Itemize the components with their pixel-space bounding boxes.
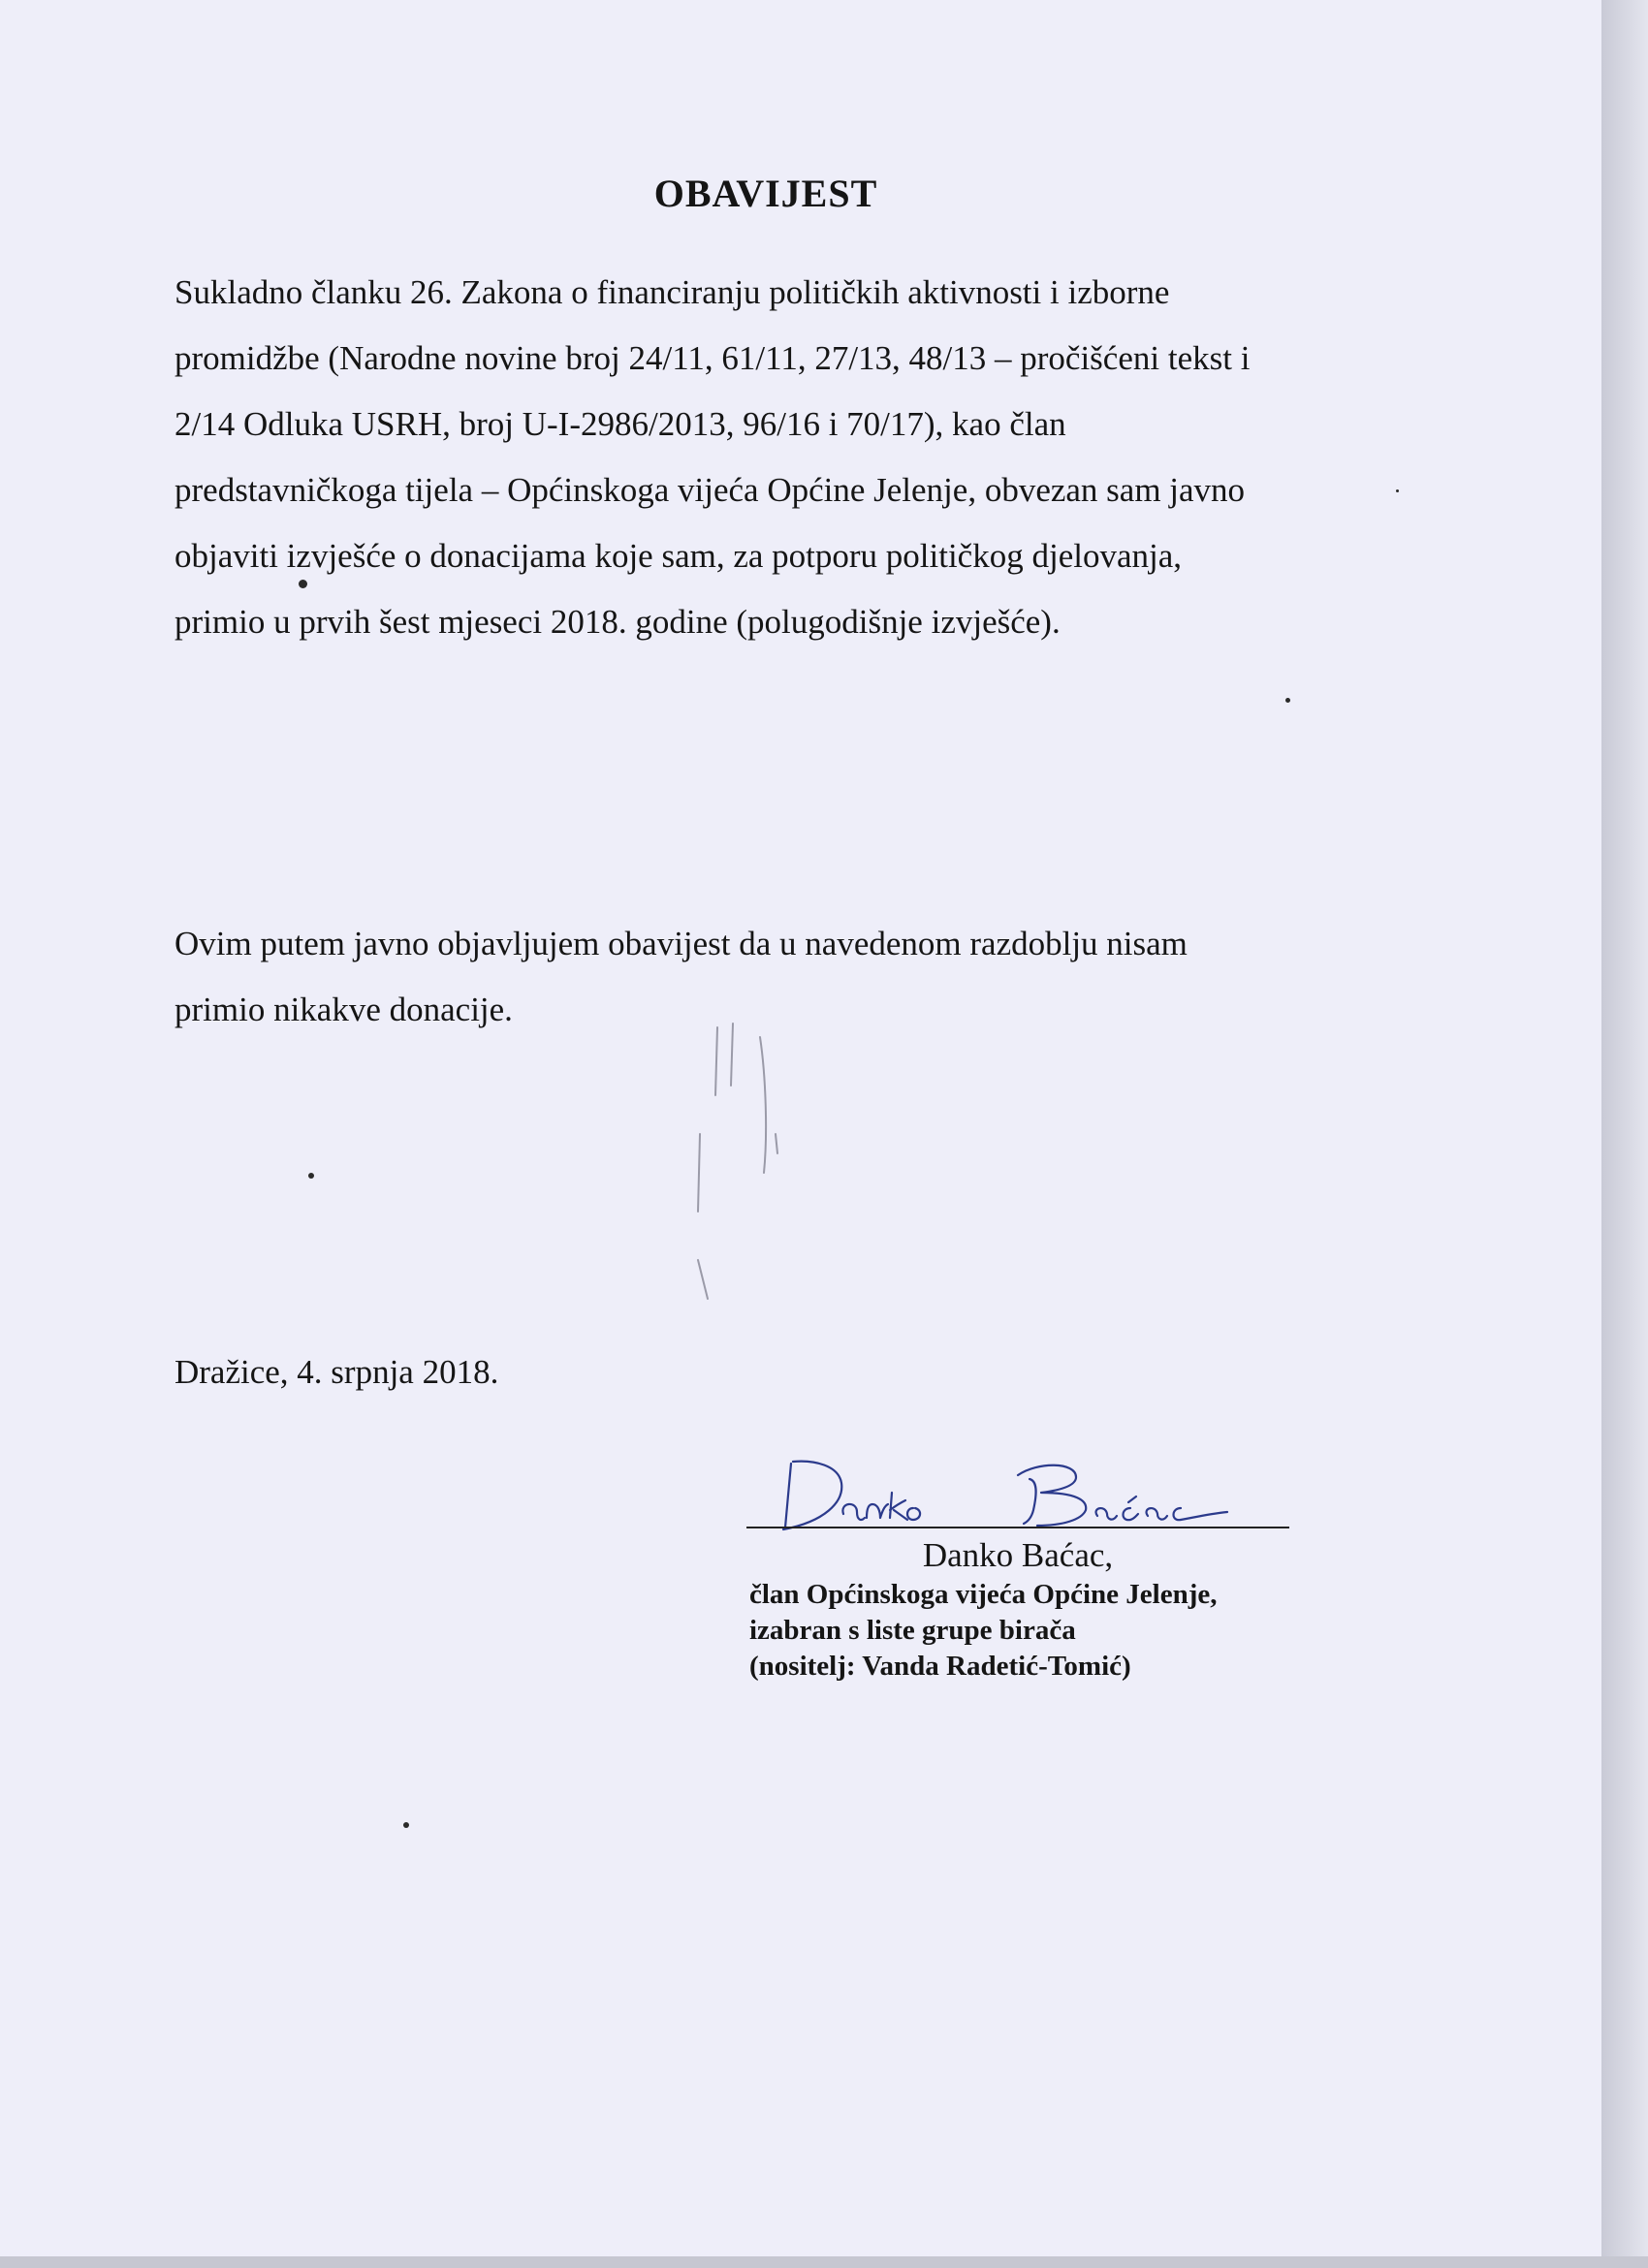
paragraph-line: objaviti izvješće o donacijama koje sam, za potporu političkog djelovanja,	[174, 537, 1182, 575]
paragraph-line: primio u prvih šest mjeseci 2018. godine (polugodišnje izvješće).	[174, 603, 1061, 641]
signature-block	[746, 1527, 1289, 1685]
paragraph-legal-basis	[174, 260, 1435, 655]
scan-speck	[308, 1173, 314, 1179]
scan-speck	[403, 1822, 409, 1828]
scan-speck	[299, 580, 307, 588]
scan-edge-right	[1601, 0, 1648, 2268]
paragraph-line: 2/14 Odluka USRH, broj U-I-2986/2013, 96/16 i 70/17), kao član	[174, 405, 1066, 443]
signatory-role: član Općinskoga vijeća Općine Jelenje,	[749, 1579, 1218, 1610]
place-and-date: Dražice, 4. srpnja 2018.	[174, 1353, 499, 1391]
paragraph-line: predstavničkoga tijela – Općinskoga vijeća Općine Jelenje, obvezan sam javno	[174, 471, 1246, 509]
signatory-list-holder: (nositelj: Vanda Radetić-Tomić)	[749, 1651, 1131, 1682]
scan-speck	[1396, 489, 1399, 492]
scan-smudge	[679, 1018, 814, 1308]
scan-speck	[1285, 698, 1290, 703]
paragraph-line: primio nikakve donacije.	[174, 991, 513, 1028]
scan-edge-bottom	[0, 2256, 1648, 2268]
paragraph-line: Ovim putem javno objavljujem obavijest da u navedenom razdoblju nisam	[174, 925, 1188, 962]
signature-line	[746, 1527, 1289, 1528]
handwritten-signature	[746, 1454, 1294, 1533]
paragraph-line: promidžbe (Narodne novine broj 24/11, 61/11, 27/13, 48/13 – pročišćeni tekst i	[174, 339, 1251, 377]
signatory-name: Danko Baćac,	[922, 1536, 1114, 1574]
paragraph-line: Sukladno članku 26. Zakona o financiranju političkih aktivnosti i izborne	[174, 273, 1170, 311]
signatory-list: izabran s liste grupe birača	[749, 1615, 1076, 1646]
document-title: OBAVIJEST	[653, 172, 878, 215]
